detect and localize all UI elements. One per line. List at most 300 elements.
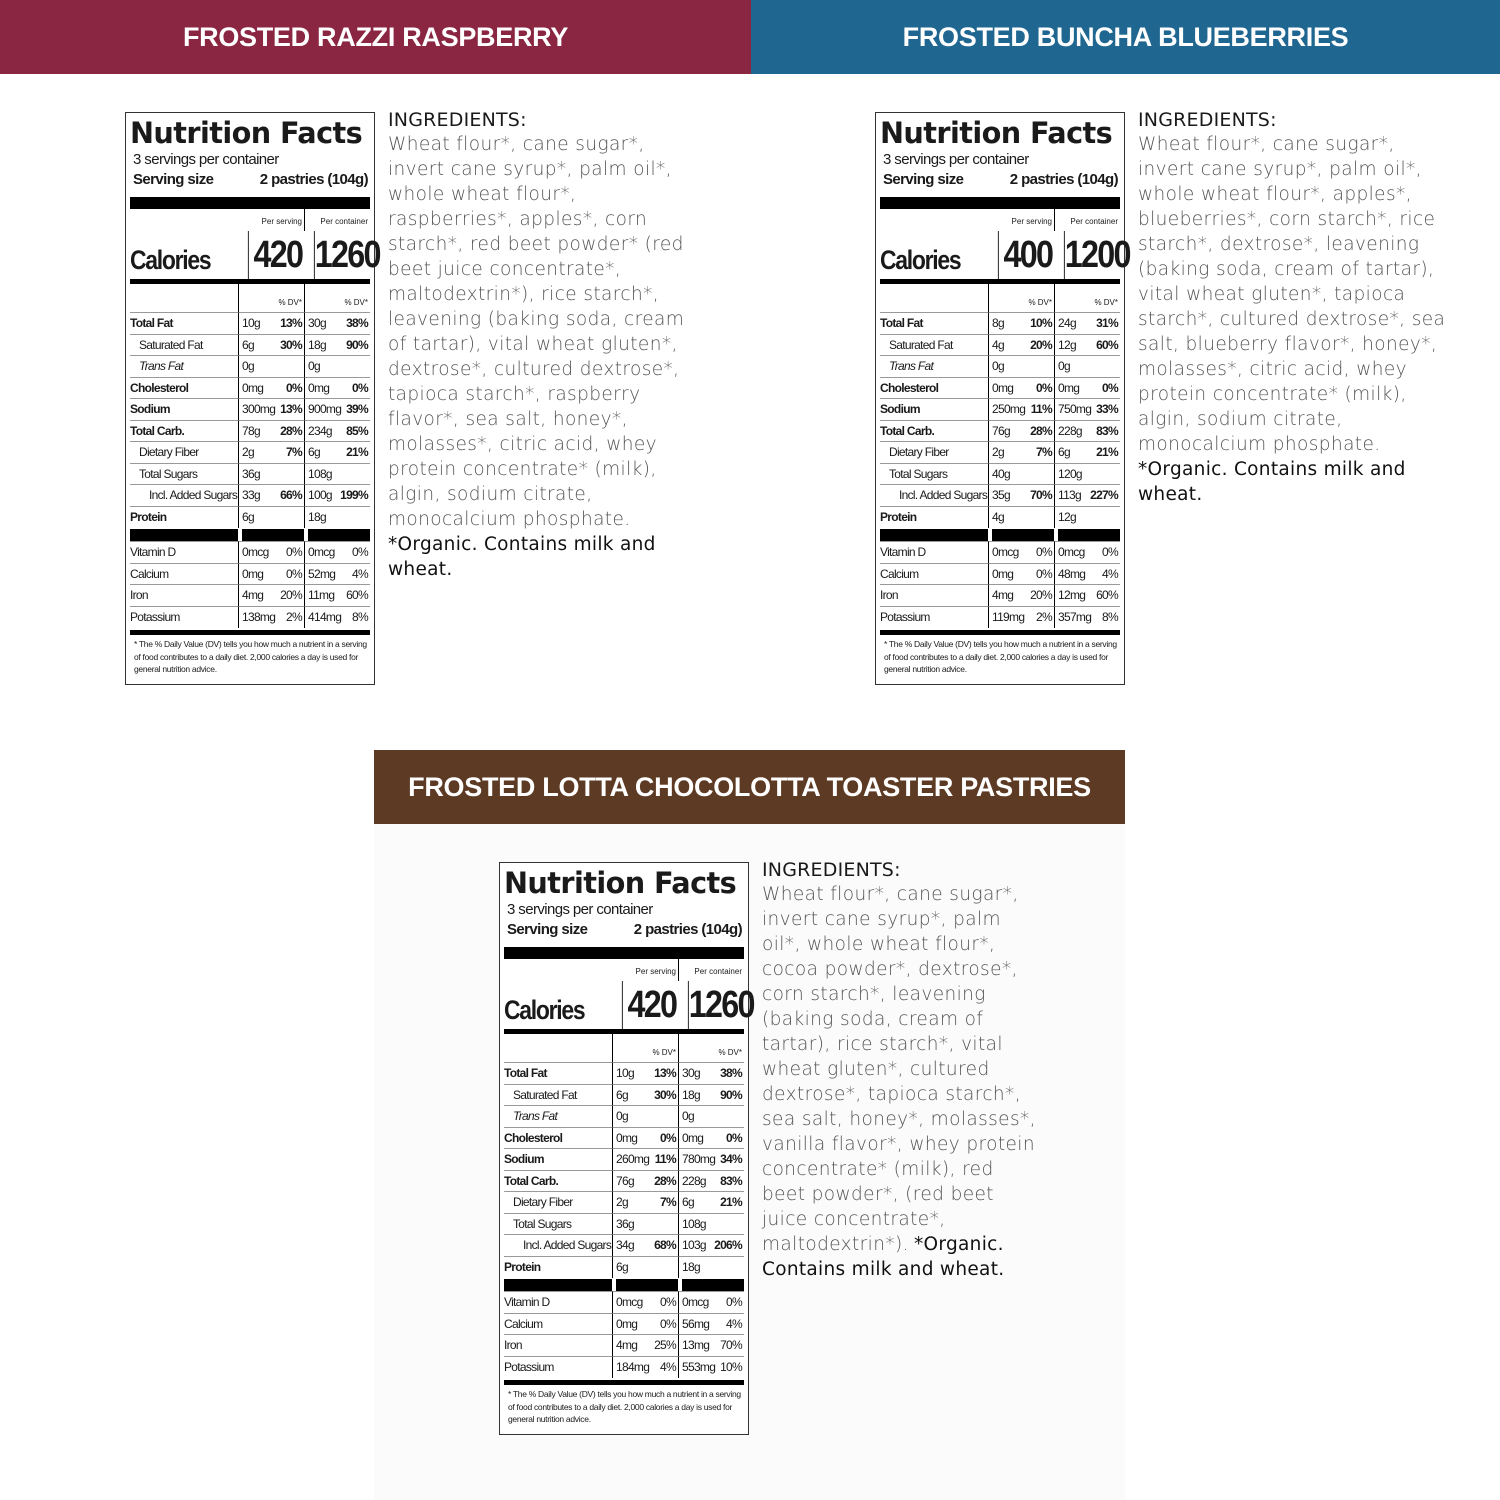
per-container-cell: [1054, 334, 1120, 356]
nutrient-row: [504, 1127, 744, 1149]
nutrient-row: [130, 312, 370, 334]
nutrient-row: [130, 606, 370, 628]
amount: 100g: [308, 488, 332, 502]
amount: 0mg: [616, 1130, 638, 1145]
nutrient-name: Total Sugars: [130, 463, 238, 485]
calories-label: Calories: [504, 995, 585, 1025]
dv-header: % DV*: [678, 1034, 744, 1062]
amount: 119mg: [992, 609, 1025, 624]
daily-value: 0%: [1036, 380, 1052, 395]
per-serving-cell: [988, 584, 1054, 606]
nutrient-name: Potassium: [880, 606, 988, 628]
nutrient-row: [880, 441, 1120, 463]
nutrient-row: [880, 584, 1120, 606]
daily-value: 0%: [352, 545, 368, 559]
amount: 0g: [308, 359, 320, 373]
daily-value: 13%: [280, 316, 302, 330]
per-serving-cell: [612, 1084, 678, 1106]
per-container-cell: [304, 420, 370, 442]
calories-per-container: 1200: [1064, 231, 1120, 279]
amount: 2g: [242, 445, 254, 459]
per-serving-cell: [238, 312, 304, 334]
amount: 0mg: [616, 1316, 638, 1331]
per-serving-cell: [612, 1291, 678, 1313]
calories-per-serving: 420: [622, 981, 678, 1029]
dv-header-row: [130, 284, 370, 312]
daily-value: 20%: [1030, 588, 1052, 602]
daily-value: 0%: [286, 380, 302, 395]
amount: 6g: [1058, 445, 1070, 459]
daily-value: 0%: [660, 1130, 676, 1145]
daily-value: 21%: [346, 445, 368, 459]
per-container-cell: [304, 355, 370, 377]
nutrient-name: Incl. Added Sugars: [130, 484, 238, 506]
per-serving-header: Per serving: [635, 967, 676, 976]
daily-value: 7%: [286, 445, 302, 459]
amount: 2g: [992, 445, 1004, 459]
amount: 0mcg: [308, 545, 335, 559]
daily-value: 0%: [352, 380, 368, 395]
amount: 0mg: [308, 380, 330, 395]
daily-value: 30%: [280, 337, 302, 352]
banner-chocolate: [374, 750, 1125, 824]
nutrient-row: [130, 441, 370, 463]
daily-value: 60%: [1096, 337, 1118, 352]
per-container-cell: [678, 1291, 744, 1313]
nutrient-name: Trans Fat: [880, 355, 988, 377]
organic-note: *Organic. Contains milk and wheat.: [762, 1234, 1005, 1280]
daily-value: 0%: [286, 545, 302, 559]
dv-footnote: * The % Daily Value (DV) tells you how much a nutrient in a serving of food contributes to a daily diet. 2,000 calories a day is used for general nutrition advice.: [884, 639, 1117, 674]
daily-value: 68%: [654, 1238, 676, 1252]
per-serving-cell: [238, 398, 304, 420]
per-container-cell: [1054, 355, 1120, 377]
amount: 0mg: [992, 380, 1014, 395]
nutrient-name: Total Carb.: [130, 420, 238, 442]
daily-value: 7%: [660, 1195, 676, 1209]
per-serving-cell: [238, 377, 304, 399]
per-serving-cell: [988, 334, 1054, 356]
nutrient-row: [880, 506, 1120, 528]
amount: 4mg: [992, 588, 1014, 602]
nutrient-row: [880, 312, 1120, 334]
nutrient-row: [504, 1148, 744, 1170]
daily-value: 0%: [286, 566, 302, 581]
amount: 12g: [1058, 509, 1076, 524]
amount: 0mcg: [1058, 545, 1085, 559]
per-serving-cell: [612, 1356, 678, 1378]
nutrient-rows: [880, 312, 1120, 527]
amount: 108g: [682, 1216, 706, 1231]
per-container-cell: [1054, 563, 1120, 585]
daily-value: 11%: [654, 1152, 676, 1166]
amount: 36g: [616, 1216, 634, 1231]
amount: 8g: [992, 316, 1004, 330]
amount: 138mg: [242, 609, 276, 624]
daily-value: 227%: [1090, 488, 1118, 502]
per-container-cell: [678, 1334, 744, 1356]
nutrient-row: [130, 420, 370, 442]
amount: 184mg: [616, 1359, 650, 1374]
per-container-cell: [678, 1191, 744, 1213]
calories-per-serving: 420: [248, 231, 304, 279]
amount: 0mg: [1058, 380, 1080, 395]
nutrient-row: [504, 1062, 744, 1084]
amount: 34g: [616, 1238, 634, 1252]
nutrient-row: [130, 377, 370, 399]
nutrient-name: Total Carb.: [880, 420, 988, 442]
amount: 6g: [682, 1195, 694, 1209]
per-container-cell: [1054, 441, 1120, 463]
ingredients-heading: INGREDIENTS:: [762, 859, 901, 881]
amount: 0mg: [242, 566, 264, 581]
ingredients-block: [388, 108, 698, 582]
daily-value: 13%: [280, 402, 302, 416]
amount: 52mg: [308, 566, 336, 581]
nutrient-row: [130, 334, 370, 356]
organic-note: *Organic. Contains milk and wheat.: [1138, 459, 1406, 505]
column-headers: [130, 209, 370, 231]
amount: 120g: [1058, 466, 1082, 481]
dv-header: % DV*: [1054, 284, 1120, 312]
amount: 6g: [616, 1087, 628, 1102]
per-container-cell: [304, 563, 370, 585]
per-container-cell: [304, 463, 370, 485]
calories-per-container: 1260: [314, 231, 370, 279]
nutrient-name: Protein: [880, 506, 988, 528]
per-container-cell: [678, 1148, 744, 1170]
nutrient-name: Sodium: [880, 398, 988, 420]
amount: 35g: [992, 488, 1010, 502]
per-container-cell: [1054, 584, 1120, 606]
thick-divider: [504, 947, 744, 959]
nutrient-name: Iron: [130, 584, 238, 606]
daily-value: 0%: [660, 1316, 676, 1331]
nutrient-row: [880, 484, 1120, 506]
amount: 0mg: [992, 566, 1014, 581]
nutrient-name: Vitamin D: [880, 541, 988, 563]
per-container-cell: [678, 1105, 744, 1127]
amount: 0mg: [682, 1130, 704, 1145]
per-serving-cell: [238, 541, 304, 563]
thick-divider: [880, 197, 1120, 209]
daily-value: 70%: [720, 1338, 742, 1352]
nutrient-row: [880, 420, 1120, 442]
amount: 4mg: [616, 1338, 638, 1352]
daily-value: 206%: [714, 1238, 742, 1252]
nutrient-name: Protein: [130, 506, 238, 528]
per-container-cell: [1054, 506, 1120, 528]
nutrient-name: Trans Fat: [130, 355, 238, 377]
per-container-cell: [678, 1213, 744, 1235]
nutrient-row: [880, 541, 1120, 563]
per-container-cell: [1054, 463, 1120, 485]
daily-value: 11%: [1030, 402, 1052, 416]
daily-value: 39%: [346, 402, 368, 416]
serving-size-label: Serving size: [883, 171, 964, 188]
nutrient-row: [504, 1170, 744, 1192]
per-container-cell: [1054, 606, 1120, 628]
per-serving-cell: [612, 1213, 678, 1235]
calories-per-serving: 400: [998, 231, 1054, 279]
daily-value: 4%: [1102, 566, 1118, 581]
amount: 11mg: [308, 588, 335, 602]
per-serving-cell: [988, 377, 1054, 399]
per-serving-cell: [238, 355, 304, 377]
daily-value: 25%: [654, 1338, 676, 1352]
per-serving-cell: [612, 1234, 678, 1256]
protein-bar: [880, 527, 1120, 541]
nutrient-row: [504, 1256, 744, 1278]
nutrient-name: Iron: [880, 584, 988, 606]
daily-value: 4%: [660, 1359, 676, 1374]
vitamin-rows: [504, 1291, 744, 1377]
banner-raspberry: [0, 0, 751, 74]
daily-value: 33%: [1096, 402, 1118, 416]
dv-header-row: [504, 1034, 744, 1062]
per-container-cell: [1054, 398, 1120, 420]
nutrient-row: [130, 506, 370, 528]
amount: 10g: [242, 316, 260, 330]
nutrient-name: Cholesterol: [880, 377, 988, 399]
dv-footnote: * The % Daily Value (DV) tells you how much a nutrient in a serving of food contributes to a daily diet. 2,000 calories a day is used for general nutrition advice.: [134, 639, 367, 674]
banner-blueberry: [751, 0, 1500, 74]
amount: 234g: [308, 423, 332, 438]
ingredients-block: [762, 858, 1037, 1282]
nutrient-row: [130, 584, 370, 606]
amount: 36g: [242, 466, 260, 481]
per-container-cell: [678, 1084, 744, 1106]
per-serving-cell: [612, 1105, 678, 1127]
calories-label: Calories: [130, 245, 211, 275]
amount: 0mg: [242, 380, 264, 395]
per-serving-cell: [238, 606, 304, 628]
amount: 103g: [682, 1238, 706, 1252]
serving-size-value: 2 pastries (104g): [633, 921, 742, 938]
daily-value: 34%: [720, 1152, 742, 1166]
daily-value: 7%: [1036, 445, 1052, 459]
amount: 78g: [242, 423, 260, 438]
vitamin-rows: [880, 541, 1120, 627]
per-container-cell: [304, 312, 370, 334]
nutrient-name: Total Fat: [880, 312, 988, 334]
nutrient-name: Total Sugars: [504, 1213, 612, 1235]
nutrient-row: [504, 1105, 744, 1127]
nutrient-name: Vitamin D: [504, 1291, 612, 1313]
serving-size-label: Serving size: [133, 171, 214, 188]
amount: 228g: [682, 1173, 706, 1188]
per-container-cell: [304, 377, 370, 399]
nutrient-row: [504, 1313, 744, 1335]
amount: 0mcg: [242, 545, 269, 559]
daily-value: 83%: [720, 1173, 742, 1188]
daily-value: 60%: [1096, 588, 1118, 602]
amount: 0g: [242, 359, 254, 373]
amount: 4g: [992, 337, 1004, 352]
nutrient-name: Iron: [504, 1334, 612, 1356]
per-serving-cell: [238, 584, 304, 606]
per-serving-cell: [612, 1256, 678, 1278]
per-serving-header: Per serving: [1011, 217, 1052, 226]
nutrient-row: [880, 398, 1120, 420]
per-container-cell: [678, 1256, 744, 1278]
per-serving-cell: [238, 484, 304, 506]
serving-size: [504, 920, 744, 940]
nutrient-rows: [504, 1062, 744, 1277]
amount: 18g: [308, 509, 326, 524]
per-container-cell: [678, 1313, 744, 1335]
daily-value: 28%: [1030, 423, 1052, 438]
per-serving-cell: [988, 606, 1054, 628]
nutrient-name: Incl. Added Sugars: [504, 1234, 612, 1256]
amount: 76g: [992, 423, 1010, 438]
nutrient-name: Saturated Fat: [880, 334, 988, 356]
daily-value: 10%: [720, 1359, 742, 1374]
nutrition-facts-label: [125, 112, 380, 685]
amount: 0mcg: [682, 1295, 709, 1309]
daily-value: 0%: [726, 1130, 742, 1145]
amount: 414mg: [308, 609, 342, 624]
per-container-cell: [1054, 420, 1120, 442]
ingredients-text: Wheat flour*, cane sugar*, invert cane syrup*, palm oil*, whole wheat flour*, raspberries*, apples*, corn starch*, red beet powder* (red beet juice concentrate*, maltodextrin*), rice starch*, leavening (baking soda, cream of tartar), vital wheat gluten*, dextrose*, cultured dextrose*, tapioca starch*, raspberry flavor*, sea salt, honey*, molasses*, citric acid, whey protein concentrate* (milk), algin, sodium citrate, monocalcium phosphate.: [388, 134, 685, 530]
amount: 780mg: [682, 1152, 716, 1166]
per-serving-cell: [238, 463, 304, 485]
amount: 4mg: [242, 588, 264, 602]
per-serving-cell: [612, 1062, 678, 1084]
nutrient-name: Total Fat: [130, 312, 238, 334]
per-container-cell: [304, 606, 370, 628]
daily-value: 38%: [720, 1066, 742, 1080]
protein-bar: [504, 1277, 744, 1291]
nutrient-name: Total Fat: [504, 1062, 612, 1084]
daily-value: 13%: [654, 1066, 676, 1080]
amount: 0mcg: [992, 545, 1019, 559]
per-serving-cell: [988, 355, 1054, 377]
per-container-cell: [678, 1234, 744, 1256]
amount: 0g: [992, 359, 1004, 373]
amount: 750mg: [1058, 402, 1092, 416]
nutrient-name: Dietary Fiber: [130, 441, 238, 463]
daily-value: 0%: [726, 1295, 742, 1309]
dv-header-row: [880, 284, 1120, 312]
nutrition-facts-label: [875, 112, 1130, 685]
column-headers: [880, 209, 1120, 231]
amount: 33g: [242, 488, 260, 502]
nutrition-facts-title: Nutrition Facts: [130, 116, 363, 150]
daily-value: 0%: [660, 1295, 676, 1309]
serving-size: [880, 170, 1120, 190]
per-container-cell: [1054, 484, 1120, 506]
nutrient-name: Dietary Fiber: [880, 441, 988, 463]
per-container-cell: [1054, 377, 1120, 399]
nutrient-row: [880, 355, 1120, 377]
dv-footnote: * The % Daily Value (DV) tells you how much a nutrient in a serving of food contributes to a daily diet. 2,000 calories a day is used for general nutrition advice.: [508, 1389, 741, 1424]
amount: 18g: [682, 1087, 700, 1102]
daily-value: 2%: [286, 609, 302, 624]
daily-value: 38%: [346, 316, 368, 330]
nutrient-name: Vitamin D: [130, 541, 238, 563]
amount: 553mg: [682, 1359, 716, 1374]
daily-value: 90%: [720, 1087, 742, 1102]
per-serving-cell: [238, 506, 304, 528]
calories-label: Calories: [880, 245, 961, 275]
dv-header: % DV*: [612, 1034, 678, 1062]
daily-value: 70%: [1030, 488, 1052, 502]
amount: 56mg: [682, 1316, 710, 1331]
per-container-header: Per container: [304, 209, 370, 231]
nutrient-row: [130, 563, 370, 585]
protein-bar: [130, 527, 370, 541]
per-serving-cell: [988, 463, 1054, 485]
nutrient-row: [130, 398, 370, 420]
per-serving-cell: [238, 420, 304, 442]
nutrient-name: Calcium: [504, 1313, 612, 1335]
per-serving-cell: [612, 1191, 678, 1213]
amount: 0g: [682, 1109, 694, 1123]
banner-title: FROSTED BUNCHA BLUEBERRIES: [902, 21, 1349, 52]
daily-value: 0%: [1102, 545, 1118, 559]
daily-value: 2%: [1036, 609, 1052, 624]
per-serving-cell: [612, 1148, 678, 1170]
nutrient-name: Protein: [504, 1256, 612, 1278]
per-container-cell: [678, 1127, 744, 1149]
per-container-cell: [678, 1170, 744, 1192]
amount: 10g: [616, 1066, 634, 1080]
per-container-cell: [1054, 541, 1120, 563]
calories-row: [130, 231, 380, 284]
amount: 2g: [616, 1195, 628, 1209]
daily-value: 199%: [340, 488, 368, 502]
ingredients-text: Wheat flour*, cane sugar*, invert cane syrup*, palm oil*, whole wheat flour*, cocoa powder*, dextrose*, corn starch*, leavening (baking soda, cream of tartar), rice starch*, vital wheat gluten*, cultured dextrose*, tapioca starch*, sea salt, honey*, molasses*, vanilla flavor*, whey protein concentrate* (milk), red beet powder*, (red beet juice concentrate*, maltodextrin*).: [762, 884, 1036, 1255]
nutrition-facts-label: [499, 862, 754, 1435]
daily-value: 20%: [280, 588, 302, 602]
nutrient-row: [880, 334, 1120, 356]
amount: 30g: [682, 1066, 700, 1080]
daily-value: 83%: [1096, 423, 1118, 438]
nutrient-name: Incl. Added Sugars: [880, 484, 988, 506]
per-serving-cell: [988, 420, 1054, 442]
per-serving-cell: [238, 563, 304, 585]
amount: 228g: [1058, 423, 1082, 438]
daily-value: 4%: [352, 566, 368, 581]
nutrient-name: Dietary Fiber: [504, 1191, 612, 1213]
per-serving-cell: [988, 312, 1054, 334]
nutrient-row: [504, 1084, 744, 1106]
per-container-cell: [678, 1356, 744, 1378]
amount: 250mg: [992, 402, 1026, 416]
amount: 300mg: [242, 402, 276, 416]
daily-value: 0%: [1036, 566, 1052, 581]
amount: 0g: [616, 1109, 628, 1123]
calories-row: [504, 981, 754, 1034]
amount: 6g: [308, 445, 320, 459]
amount: 18g: [308, 337, 326, 352]
per-container-cell: [678, 1062, 744, 1084]
nutrient-row: [880, 606, 1120, 628]
nutrient-row: [504, 1356, 744, 1378]
daily-value: 8%: [352, 609, 368, 624]
nutrient-row: [504, 1191, 744, 1213]
nutrient-name: Sodium: [130, 398, 238, 420]
vitamin-rows: [130, 541, 370, 627]
nutrient-row: [130, 484, 370, 506]
daily-value: 66%: [280, 488, 302, 502]
amount: 12mg: [1058, 588, 1086, 602]
per-container-cell: [1054, 312, 1120, 334]
serving-size: [130, 170, 370, 190]
servings-per-container: 3 servings per container: [507, 901, 653, 918]
nutrient-name: Saturated Fat: [504, 1084, 612, 1106]
